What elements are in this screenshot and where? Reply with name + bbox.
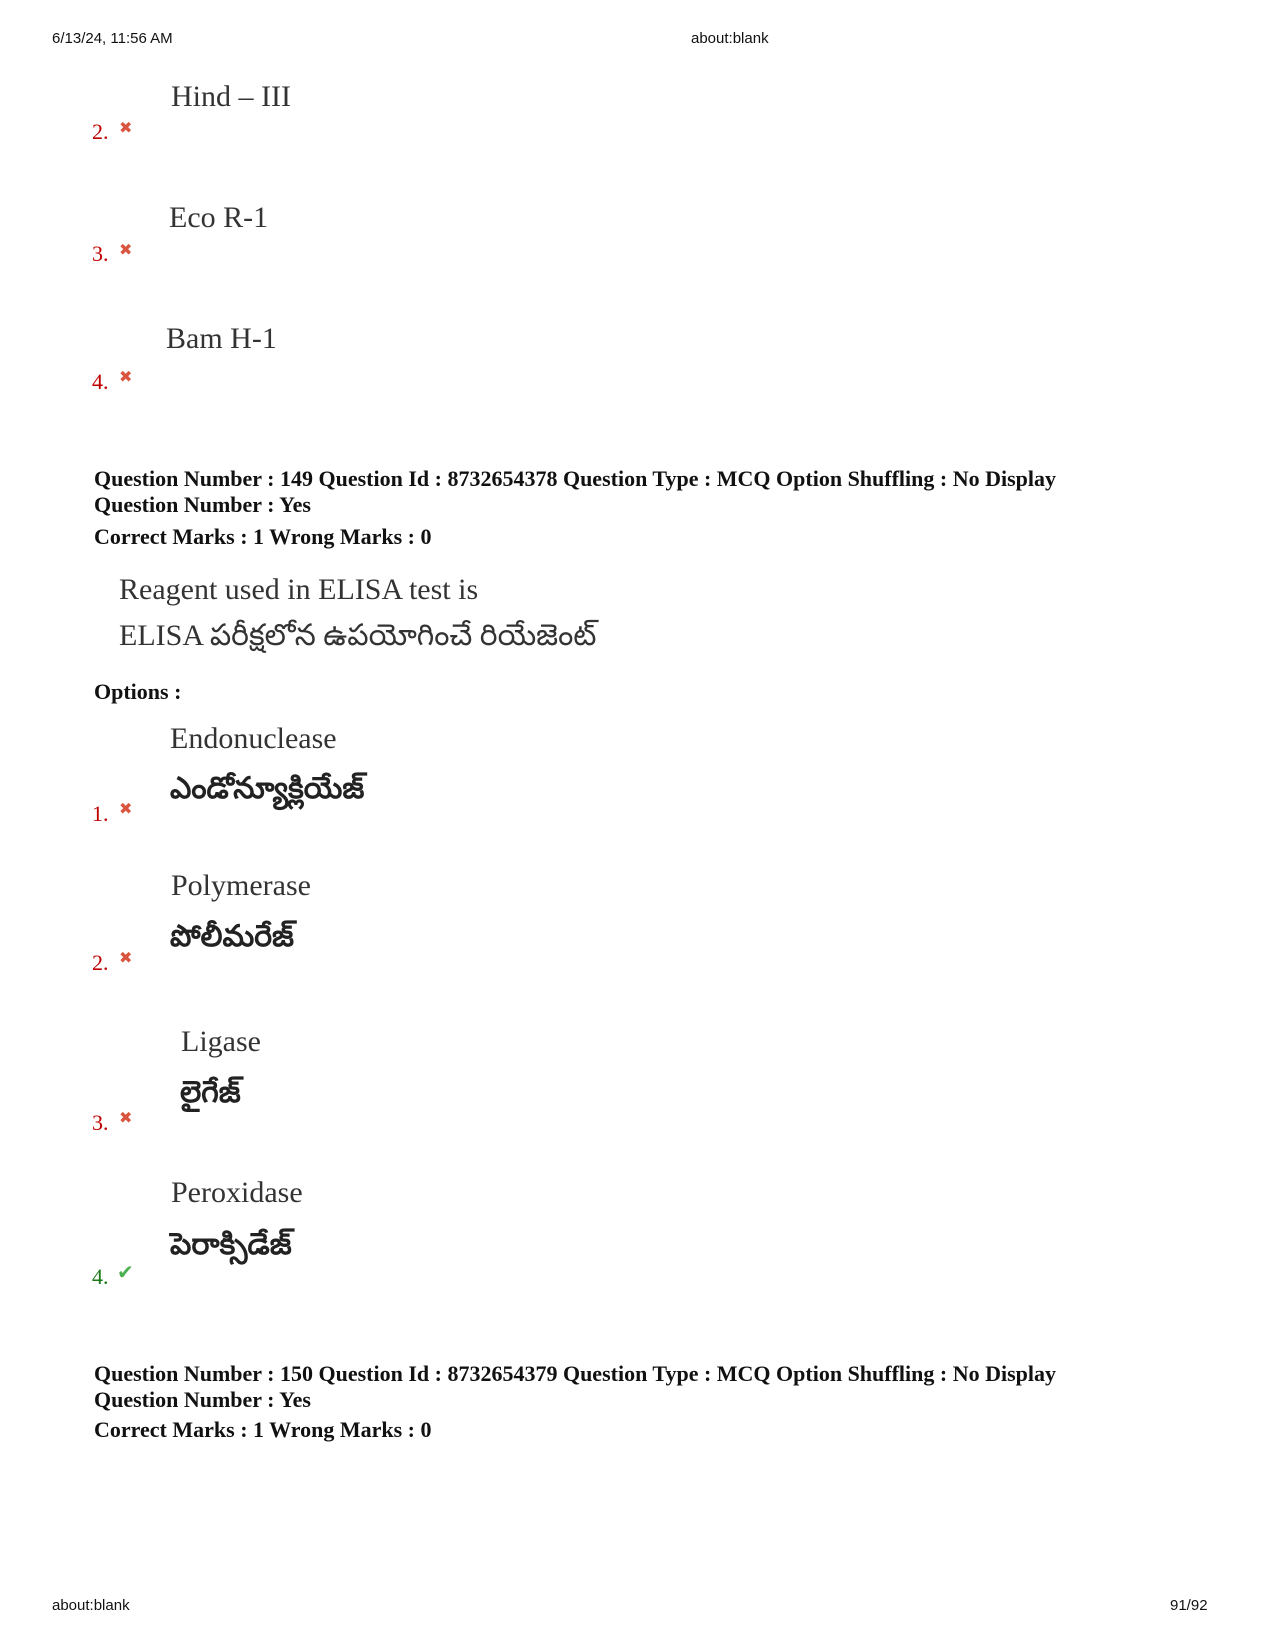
option-text-te: పోలీమరేజ్ [170, 920, 294, 953]
question-marks: Correct Marks : 1 Wrong Marks : 0 [94, 524, 432, 549]
print-header-url: about:blank [691, 30, 769, 47]
option-number: 2. [92, 950, 109, 975]
question-meta-line: Question Number : 149 Question Id : 8732654378 Question Type : MCQ Option Shuffling : No Display [94, 466, 1057, 491]
option-text-en: Peroxidase [171, 1176, 303, 1209]
cross-mark-icon: ✖ [119, 1108, 133, 1127]
option-text: Bam H-1 [166, 322, 277, 355]
cross-mark-icon: ✖ [119, 240, 133, 259]
question-meta-line: Question Number : Yes [94, 492, 311, 517]
print-footer-page-number: 91/92 [1170, 1597, 1208, 1614]
option-number: 3. [92, 1110, 109, 1135]
cross-mark-icon: ✖ [119, 799, 133, 818]
option-text-en: Ligase [181, 1025, 261, 1058]
option-number: 1. [92, 801, 109, 826]
option-number: 4. [92, 369, 109, 394]
option-text-en: Endonuclease [170, 722, 337, 755]
option-number: 4. [92, 1264, 109, 1289]
question-meta-line: Question Number : Yes [94, 1387, 311, 1412]
option-text: Hind – III [171, 80, 291, 113]
check-mark-icon: ✔ [117, 1260, 134, 1284]
option-text-te: పెరాక్సిడేజ్ [170, 1228, 292, 1261]
question-text-te: ELISA పరీక్షలోన ఉపయోగించే రియేజెంట్ [119, 619, 597, 652]
print-header-datetime: 6/13/24, 11:56 AM [52, 30, 173, 47]
option-text-te: లైగేజ్ [180, 1076, 241, 1109]
cross-mark-icon: ✖ [119, 948, 133, 967]
option-text-te: ఎండోన్యూక్లియేజ్ [170, 772, 365, 805]
option-text: Eco R-1 [169, 201, 269, 234]
option-number: 2. [92, 119, 109, 144]
option-text-en: Polymerase [171, 869, 311, 902]
question-150-meta [94, 1361, 1194, 1443]
cross-mark-icon: ✖ [119, 367, 133, 386]
options-label: Options : [94, 679, 182, 704]
question-149-meta [94, 466, 1194, 550]
option-number: 3. [92, 241, 109, 266]
cross-mark-icon: ✖ [119, 118, 133, 137]
question-marks: Correct Marks : 1 Wrong Marks : 0 [94, 1417, 432, 1442]
print-footer-url: about:blank [52, 1597, 130, 1614]
question-text-en: Reagent used in ELISA test is [119, 573, 479, 606]
question-meta-line: Question Number : 150 Question Id : 8732654379 Question Type : MCQ Option Shuffling : No Display [94, 1361, 1057, 1386]
